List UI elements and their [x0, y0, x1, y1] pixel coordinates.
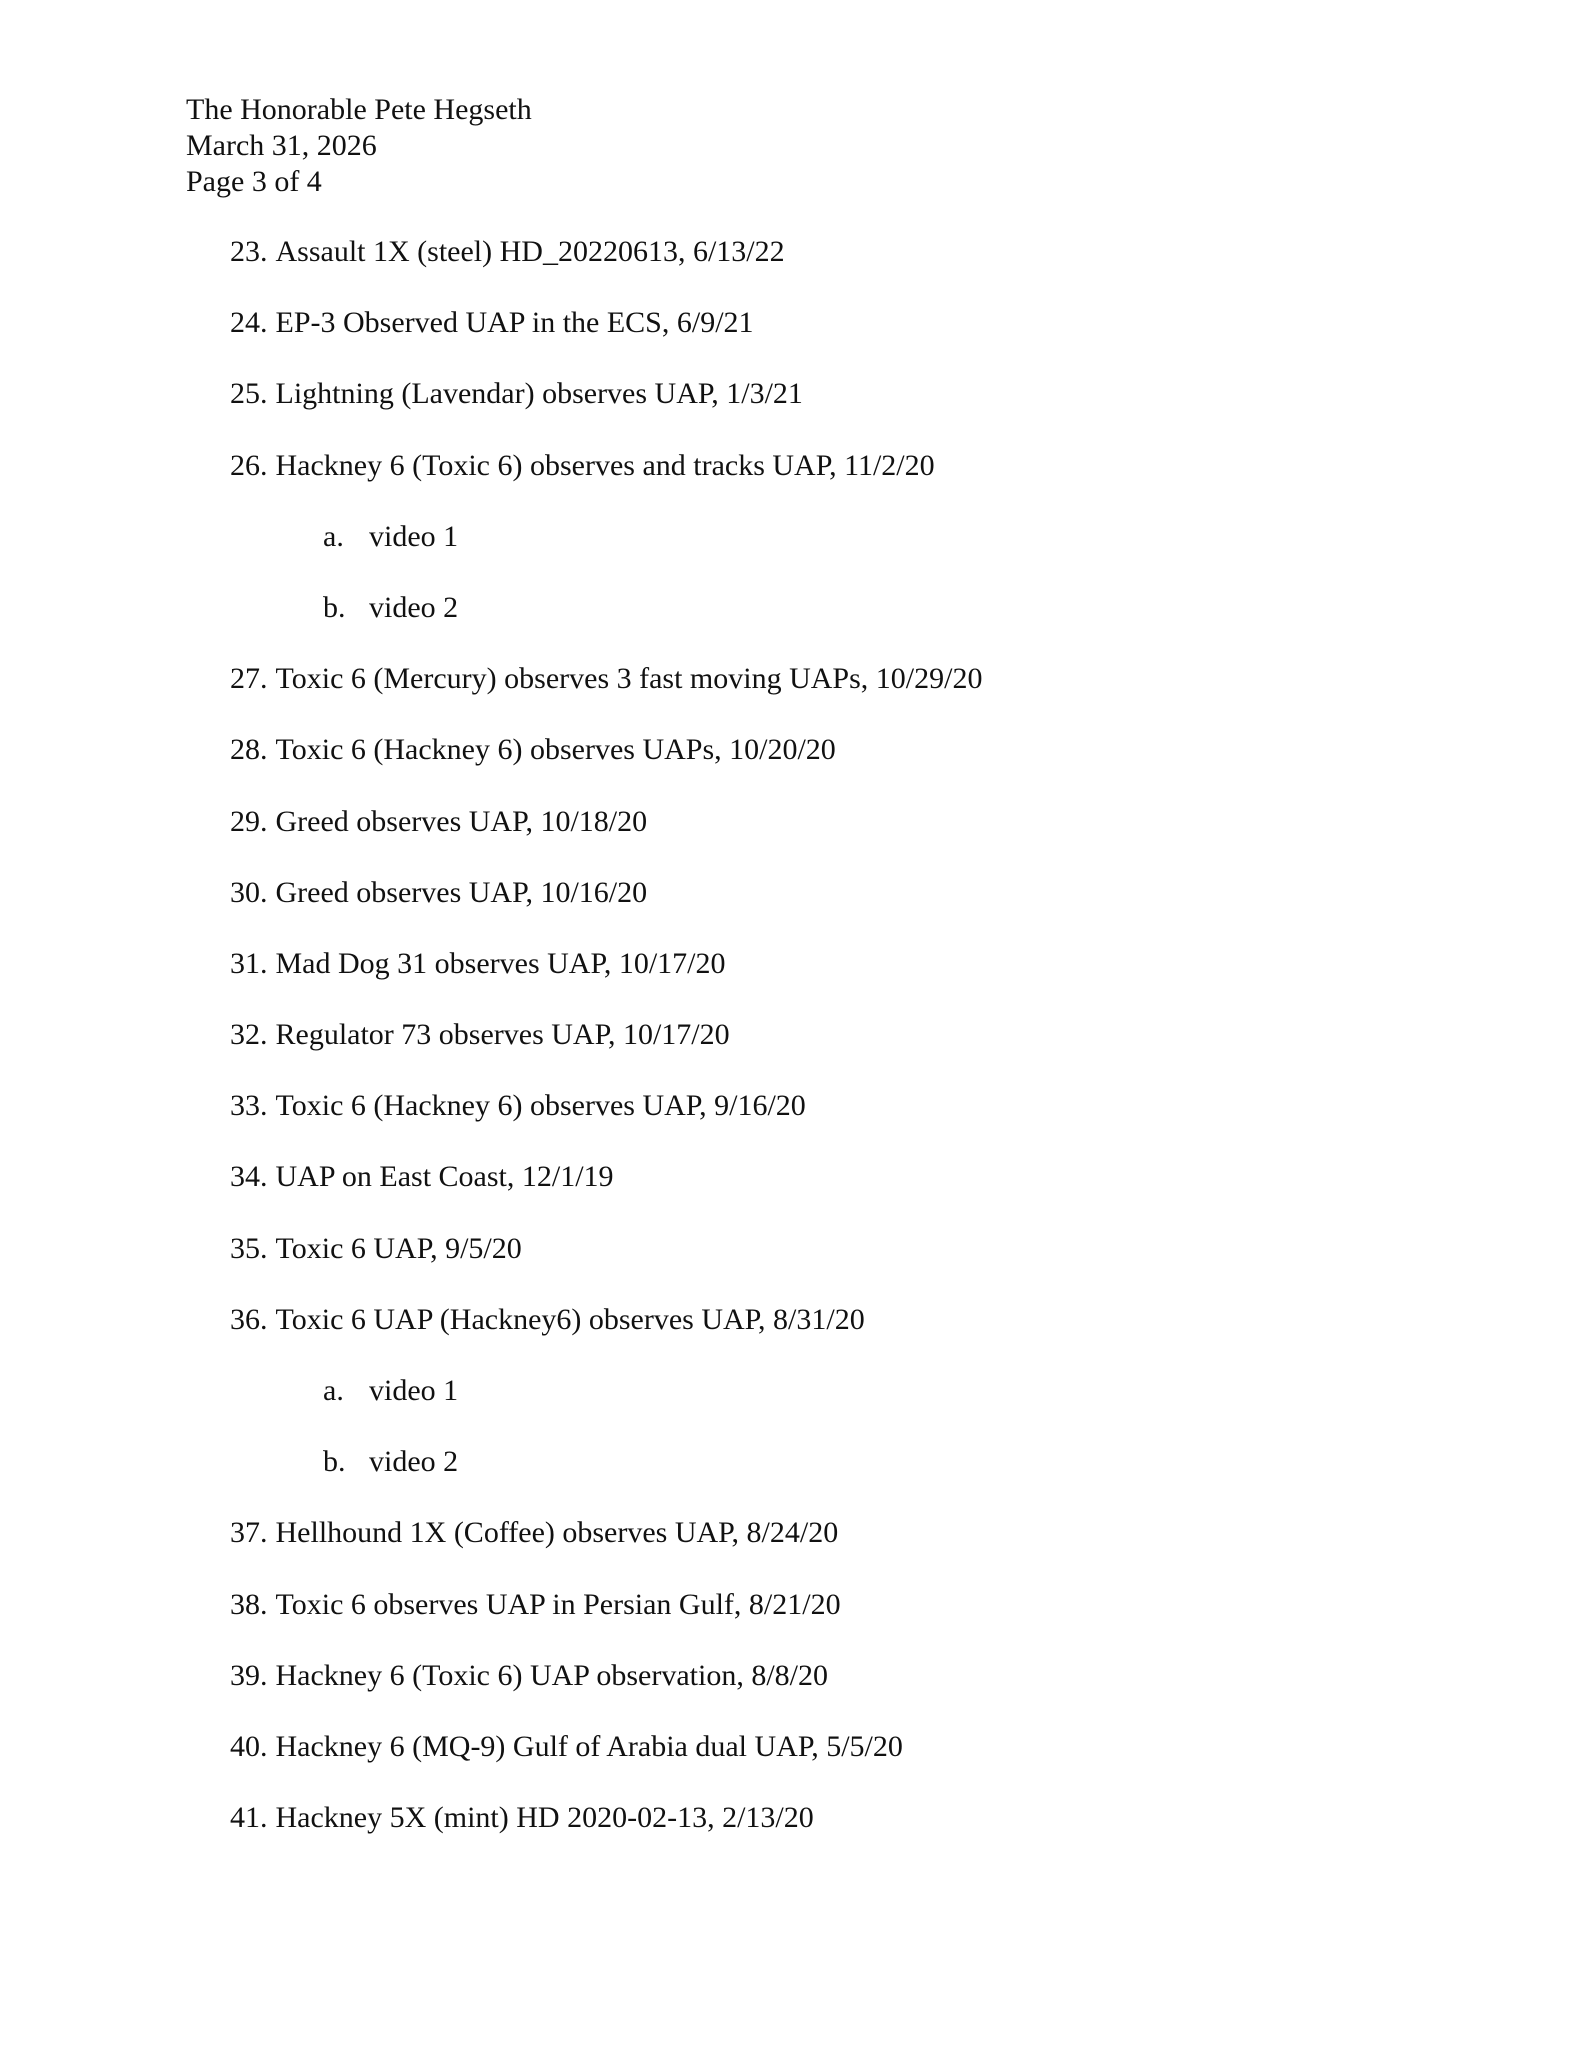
- list-item: [230, 1017, 1480, 1088]
- list-item-text: Hackney 6 (Toxic 6) observes and tracks UAP, 11/2/20: [275, 448, 935, 482]
- list-marker: 26.: [230, 448, 268, 482]
- list-item: [230, 1231, 1480, 1302]
- list-item-text: Toxic 6 (Hackney 6) observes UAP, 9/16/20: [275, 1089, 806, 1123]
- list-item-text: Assault 1X (steel) HD_20220613, 6/13/22: [275, 235, 785, 268]
- list-marker: 32.: [230, 1018, 268, 1052]
- list-item: [230, 234, 1480, 305]
- list-marker: 27.: [230, 662, 268, 696]
- list-item-text: Regulator 73 observes UAP, 10/17/20: [275, 1018, 730, 1052]
- list-subitem: [230, 1373, 1480, 1444]
- list-item-text: Greed observes UAP, 10/16/20: [275, 875, 648, 909]
- list-item: [230, 732, 1480, 803]
- list-marker: 38.: [230, 1587, 268, 1621]
- list-item-text: Hackney 6 (MQ-9) Gulf of Arabia dual UAP, 5/5/20: [275, 1729, 903, 1763]
- list-item: [230, 1515, 1480, 1586]
- list-subitem: [230, 1444, 1480, 1515]
- list-marker: 39.: [230, 1658, 268, 1692]
- list-marker: 25.: [230, 377, 268, 411]
- list-subitem: [230, 519, 1480, 590]
- list-marker: 28.: [230, 733, 268, 767]
- list-marker: a.: [323, 1374, 344, 1407]
- list-item: [230, 946, 1480, 1017]
- list-item: [230, 1088, 1480, 1159]
- video-list: [230, 234, 1480, 1871]
- list-item-text: video 1: [369, 1374, 459, 1407]
- list-item-text: Lightning (Lavendar) observes UAP, 1/3/21: [275, 377, 803, 411]
- recipient-line: The Honorable Pete Hegseth: [186, 93, 532, 126]
- date-line: March 31, 2026: [186, 129, 377, 162]
- list-item: [230, 1587, 1480, 1658]
- list-item-text: Hackney 6 (Toxic 6) UAP observation, 8/8/20: [275, 1658, 829, 1692]
- list-subitem: [230, 590, 1480, 661]
- list-marker: 40.: [230, 1729, 268, 1763]
- list-item-text: UAP on East Coast, 12/1/19: [275, 1160, 614, 1194]
- list-marker: 31.: [230, 946, 268, 980]
- list-marker: 37.: [230, 1516, 268, 1550]
- list-marker: b.: [323, 1445, 346, 1479]
- list-item-text: Hellhound 1X (Coffee) observes UAP, 8/24/20: [275, 1516, 839, 1550]
- list-item: [230, 1729, 1480, 1800]
- list-item: [230, 661, 1480, 732]
- list-item-text: video 1: [369, 519, 459, 553]
- list-marker: 29.: [230, 804, 268, 838]
- list-item-text: Hackney 5X (mint) HD 2020-02-13, 2/13/20: [275, 1801, 814, 1835]
- list-item: [230, 448, 1480, 519]
- list-marker: 23.: [230, 235, 268, 268]
- list-marker: 41.: [230, 1801, 268, 1835]
- list-item-text: video 2: [369, 590, 459, 624]
- list-marker: 35.: [230, 1231, 268, 1265]
- list-item-text: Toxic 6 (Hackney 6) observes UAPs, 10/20/20: [275, 733, 836, 767]
- list-marker: 36.: [230, 1302, 268, 1336]
- list-item-text: EP-3 Observed UAP in the ECS, 6/9/21: [275, 306, 754, 340]
- list-marker: 24.: [230, 306, 268, 340]
- list-item-text: video 2: [369, 1445, 459, 1479]
- page-number-line: Page 3 of 4: [186, 165, 322, 198]
- list-item: [230, 875, 1480, 946]
- list-item: [230, 804, 1480, 875]
- list-item: [230, 1800, 1480, 1871]
- list-item: [230, 376, 1480, 447]
- list-marker: 34.: [230, 1160, 268, 1194]
- list-item: [230, 1159, 1480, 1230]
- list-item-text: Toxic 6 UAP, 9/5/20: [275, 1231, 522, 1265]
- list-marker: 33.: [230, 1089, 268, 1123]
- list-item-text: Toxic 6 observes UAP in Persian Gulf, 8/21/20: [275, 1587, 841, 1621]
- list-marker: a.: [323, 519, 344, 553]
- list-item: [230, 305, 1480, 376]
- list-item-text: Greed observes UAP, 10/18/20: [275, 804, 648, 838]
- list-item-text: Toxic 6 UAP (Hackney6) observes UAP, 8/31/20: [275, 1302, 865, 1336]
- list-item: [230, 1658, 1480, 1729]
- list-marker: 30.: [230, 875, 268, 909]
- list-item-text: Mad Dog 31 observes UAP, 10/17/20: [275, 946, 726, 980]
- list-marker: b.: [323, 590, 346, 624]
- list-item-text: Toxic 6 (Mercury) observes 3 fast moving UAPs, 10/29/20: [275, 662, 983, 696]
- letter-header: [186, 92, 532, 200]
- list-item: [230, 1302, 1480, 1373]
